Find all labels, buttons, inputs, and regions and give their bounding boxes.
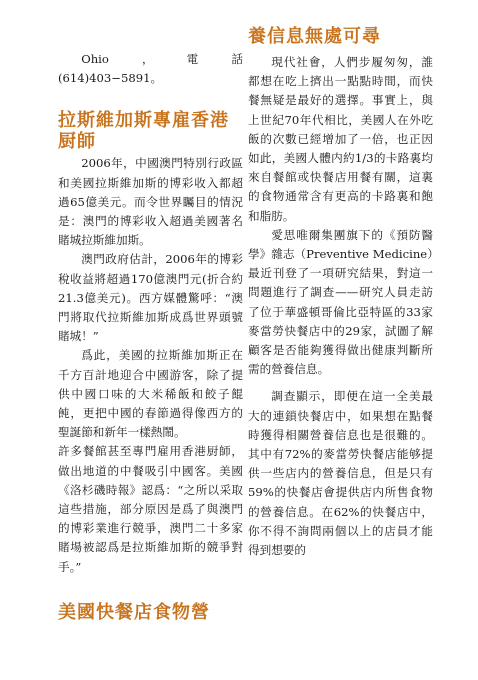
right-column <box>248 26 433 560</box>
paragraph-gap <box>248 379 433 387</box>
paragraph-ff-1: 現代社會，人們步履匆匆，誰都想在吃上擠出一點點時間，而快餐無疑是最好的選擇。事實上，與上世紀70年代相比，美國人在外吃飯的次數已經增加了一倍，也正因如此，美國人體内約1/3的卡路裏均來自餐館或快餐店用餐有關，這裏的食物通常含有更高的卡路裏和飽和脂肪。 <box>248 55 433 223</box>
heading-nutrition-info: 養信息無處可尋 <box>248 26 381 47</box>
paragraph-lv-3: 爲此，美國的拉斯維加斯正在千方百計地迎合中國游客，除了提供中國口味的大米稀飯和餃子餛飩，更把中國的春節過得像西方的聖誕節和新年一樣熱鬧。 <box>58 348 243 440</box>
left-column <box>58 50 243 623</box>
paragraph-lv-1: 2006年，中國澳門特別行政區和美國拉斯維加斯的博彩收入都超過65億美元。而令世界矚目的情況是：澳門的博彩收入超過美國著名賭城拉斯維加斯。 <box>58 156 243 248</box>
contact-line: Ohio，電話(614)403−5891。 <box>58 52 243 86</box>
paragraph-lv-4: 許多餐館甚至專門雇用香港厨師，做出地道的中餐吸引中國客。美國《洛杉磯時報》認爲：“之所以采取這些措施，部分原因是爲了與澳門的博彩業進行競爭，澳門二十多家賭場被認爲是拉斯維加斯的競爭對手。” <box>58 444 243 574</box>
paragraph-ff-3: 調查顯示，即便在這一全美最大的連鎖快餐店中，如果想在點餐時獲得相關營養信息也是很難的。其中有72%的麥當勞快餐店能够提供一些店内的營養信息，但是只有59%的快餐店會提供店内所售食物的營養信息。在62%的快餐店中，你不得不詢問兩個以上的店員才能得到想要的 <box>248 389 433 558</box>
heading-us-fastfood: 美國快餐店食物營 <box>58 601 210 623</box>
paragraph-ff-2: 愛思唯爾集團旗下的《預防醫學》雜志（Preventive Medicine）最近刊登了一項研究結果，對這一問題進行了調查——研究人員走訪了位于華盛頓哥倫比亞特區的33家麥當勞快餐店中的29家，試圖了解顧客是否能夠獲得做出健康判斷所需的營養信息。 <box>248 227 433 377</box>
heading-las-vegas: 拉斯維加斯專雇香港厨師 <box>58 110 229 153</box>
paragraph-lv-2: 澳門政府估計，2006年的博彩稅收益將超過170億澳門元(折合約21.3億美元)。西方媒體驚呼：“澳門將取代拉斯維加斯成爲世界頭號賭城！” <box>58 252 243 344</box>
